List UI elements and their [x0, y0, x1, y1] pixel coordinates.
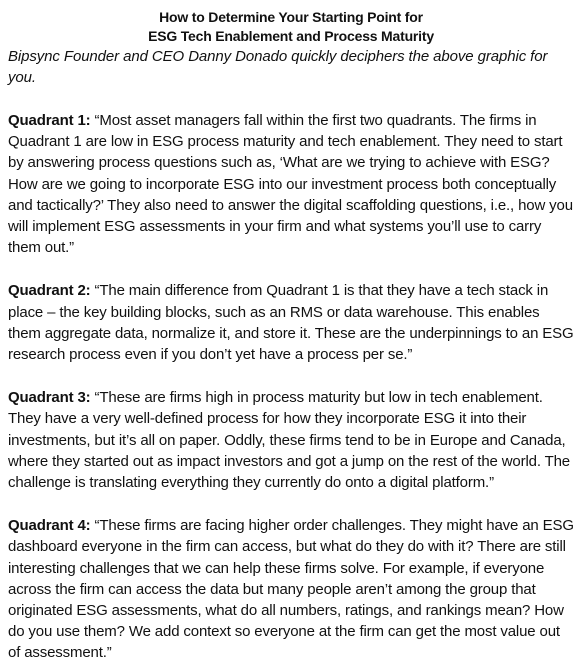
document-title	[8, 8, 574, 46]
quadrant-2-text: “The main difference from Quadrant 1 is that they have a tech stack in place – the key building blocks, such as an RMS or data warehouse. This enables them aggregate data, normalize it, and store it. These are the underpinnings to an ESG research process even if you don’t yet have a process per se.”	[8, 282, 574, 364]
quadrant-4-label: Quadrant 4:	[8, 517, 95, 535]
quadrant-1-paragraph	[8, 110, 574, 258]
quadrant-4-paragraph	[8, 515, 574, 663]
quadrant-2-paragraph	[8, 280, 574, 365]
quadrant-2-label: Quadrant 2:	[8, 282, 95, 300]
quadrant-3-label: Quadrant 3:	[8, 389, 95, 407]
quadrant-1-text: “Most asset managers fall within the first two quadrants. The firms in Quadrant 1 are low in ESG process maturity and tech enablement. They need to start by answering process questions such as, ‘What are we trying to achieve with ESG? How are we going to incorporate ESG into our investment process both conceptually and tactically?’ They also need to answer the digital scaffolding questions, i.e., how you will implement ESG assessments in your firm and what systems you’ll use to carry them out.”	[8, 112, 573, 257]
quadrant-3-paragraph	[8, 387, 574, 493]
quadrant-1-label: Quadrant 1:	[8, 112, 95, 129]
quadrant-4-text: “These firms are facing higher order challenges. They might have an ESG dashboard everyone in the firm can access, but what do they do with it? There are still interesting challenges that we can help these firms solve. For example, if everyone across the firm can access the data but many people aren’t among the group that originated ESG assessments, what do all numbers, ratings, and rankings mean? How do you use them? We add context so everyone at the firm can get the most value out of assessment.”	[8, 517, 574, 662]
document-subtitle: Bipsync Founder and CEO Danny Donado quickly deciphers the above graphic for you.	[8, 48, 548, 86]
title-line-2: ESG Tech Enablement and Process Maturity	[148, 28, 434, 44]
quadrant-3-text: “These are firms high in process maturity but low in tech enablement. They have a very well-defined process for how they incorporate ESG it into their investments, but it’s all on paper. Oddly, these firms tend to be in Europe and Canada, where they started out as impact investors and got a jump on the rest of the world. The challenge is translating everything they currently do onto a digital platform.”	[8, 389, 570, 492]
document-page	[8, 8, 574, 664]
title-line-1: How to Determine Your Starting Point for	[159, 9, 423, 25]
